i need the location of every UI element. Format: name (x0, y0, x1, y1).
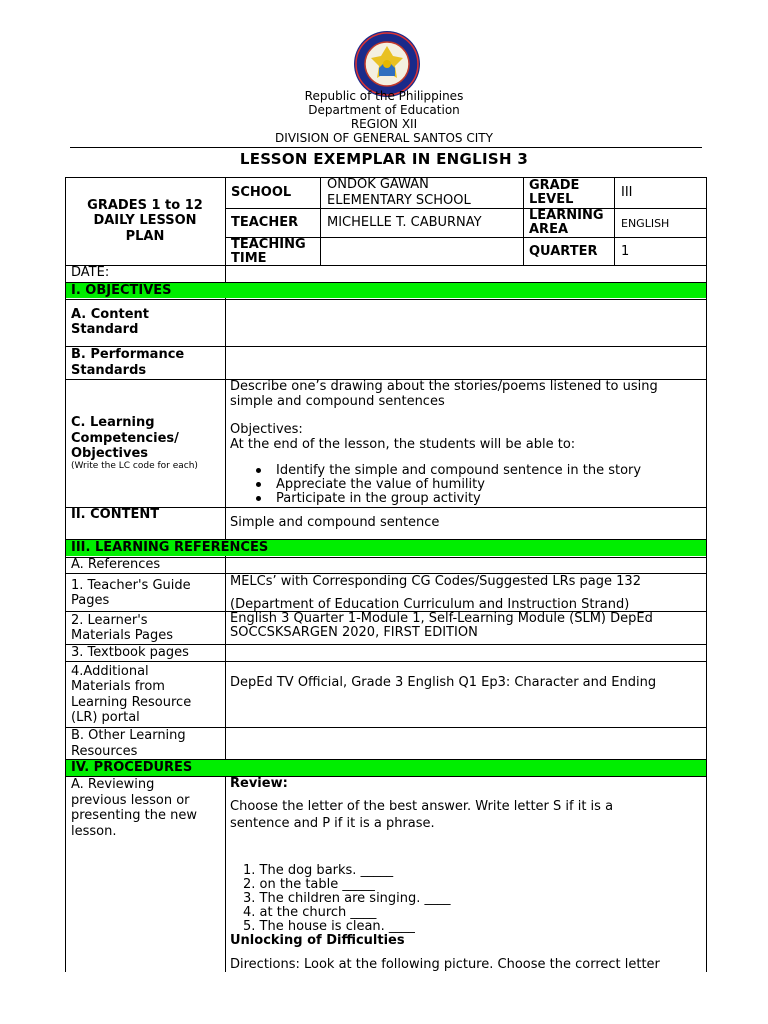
reviewing-label-4: lesson. (71, 824, 117, 839)
info-row-line-1 (225, 208, 707, 209)
review-instructions-1: Choose the letter of the best answer. Write letter S if it is a (230, 799, 614, 814)
main-border-top (65, 265, 707, 266)
main-col-divider (225, 265, 226, 972)
info-col-2 (320, 177, 321, 265)
additional-label-2: Materials from (71, 679, 165, 694)
tg-value-2: (Department of Education Curriculum and Instruction Strand) (230, 597, 630, 612)
bullet-icon (256, 482, 261, 487)
dlp-label-2: DAILY LESSON (93, 213, 197, 228)
grade-label-2: LEVEL (529, 192, 574, 207)
tg-label-1: 1. Teacher's Guide (71, 578, 191, 593)
lm-value-2: SOCCSKSARGEN 2020, FIRST EDITION (230, 625, 478, 640)
performance-label-2: Standards (71, 363, 147, 378)
review-item-1: 1. The dog barks. _____ (243, 863, 394, 878)
additional-label-1: 4.Additional (71, 664, 149, 679)
additional-label-3: Learning Resource (71, 695, 192, 710)
row-line (65, 507, 707, 508)
tg-value-1: MELCs’ with Corresponding CG Codes/Suggested LRs page 132 (230, 574, 641, 589)
time-label-1: TEACHING (231, 237, 306, 252)
reviewing-label-3: presenting the new (71, 808, 197, 823)
teacher-value: MICHELLE T. CABURNAY (327, 215, 482, 230)
area-value: ENGLISH (621, 217, 670, 230)
textbook-label: 3. Textbook pages (71, 645, 189, 660)
references-heading: III. LEARNING REFERENCES (71, 540, 269, 555)
main-border-left (65, 265, 66, 972)
review-instructions-2: sentence and P if it is a phrase. (230, 816, 435, 831)
review-item-3: 3. The children are singing. ____ (243, 891, 451, 906)
references-a-label: A. References (71, 557, 161, 572)
objectives-intro: At the end of the lesson, the students will be able to: (230, 437, 576, 452)
other-resources-label-2: Resources (71, 744, 138, 759)
main-border-right (706, 265, 707, 972)
performance-label-1: B. Performance (71, 347, 185, 362)
quarter-label: QUARTER (529, 244, 598, 259)
content-standard-label-1: A. Content (71, 307, 149, 322)
competencies-label-2: Competencies/ (71, 431, 179, 446)
lc-note: (Write the LC code for each) (71, 461, 198, 471)
teacher-label: TEACHER (231, 215, 299, 230)
competency-text-2: simple and compound sentences (230, 394, 445, 409)
time-label-2: TIME (231, 251, 267, 266)
reviewing-label-2: previous lesson or (71, 793, 190, 808)
other-resources-label-1: B. Other Learning (71, 728, 186, 743)
objective-item-3: Participate in the group activity (276, 491, 481, 506)
review-item-5: 5. The house is clean. ____ (243, 919, 415, 934)
lm-label-2: Materials Pages (71, 628, 173, 643)
info-col-1 (225, 177, 226, 265)
row-line (65, 557, 707, 558)
competency-text-1: Describe one’s drawing about the stories/poems listened to using (230, 379, 658, 394)
competencies-label-1: C. Learning (71, 415, 155, 430)
tg-label-2: Pages (71, 593, 110, 608)
header-divider (70, 147, 702, 148)
objective-item-1: Identify the simple and compound sentence in the story (276, 463, 642, 478)
document-title: LESSON EXEMPLAR IN ENGLISH 3 (239, 150, 529, 168)
competencies-label-3: Objectives (71, 446, 149, 461)
bullet-icon (256, 496, 261, 501)
deped-seal (353, 30, 421, 98)
quarter-value: 1 (621, 244, 630, 259)
bullet-icon (256, 468, 261, 473)
review-item-4: 4. at the church ____ (243, 905, 377, 920)
lm-value-1: English 3 Quarter 1-Module 1, Self-Learning Module (SLM) DepEd (230, 611, 653, 626)
header-line-3: REGION XII (350, 117, 418, 131)
info-col-4 (614, 177, 615, 265)
info-col-3 (523, 177, 524, 265)
additional-label-4: (LR) portal (71, 710, 140, 725)
school-value-1: ONDOK GAWAN (327, 177, 429, 192)
area-label-2: AREA (529, 222, 569, 237)
content-value: Simple and compound sentence (230, 515, 440, 530)
directions-text: Directions: Look at the following picture. Choose the correct letter (230, 957, 660, 972)
grade-value: III (621, 185, 633, 200)
date-label: DATE: (71, 265, 110, 280)
area-label-1: LEARNING (529, 208, 604, 223)
info-border-right (706, 177, 707, 265)
dlp-label-1: GRADES 1 to 12 (87, 198, 203, 213)
procedures-heading: IV. PROCEDURES (71, 760, 193, 775)
objectives-label: Objectives: (230, 422, 303, 437)
objectives-heading: I. OBJECTIVES (71, 283, 172, 298)
lm-label-1: 2. Learner's (71, 613, 148, 628)
content-standard-label-2: Standard (71, 322, 139, 337)
review-label: Review: (230, 776, 288, 791)
row-line (65, 776, 707, 777)
additional-value: DepEd TV Official, Grade 3 English Q1 Ep3: Character and Ending (230, 675, 657, 690)
school-value-2: ELEMENTARY SCHOOL (327, 193, 471, 208)
review-item-2: 2. on the table _____ (243, 877, 375, 892)
header-line-2: Department of Education (308, 103, 460, 117)
header-line-1: Republic of the Philippines (304, 89, 464, 103)
school-label: SCHOOL (231, 185, 292, 200)
row-line (65, 299, 707, 300)
row-line (65, 661, 707, 662)
content-heading: II. CONTENT (71, 507, 160, 522)
reviewing-label-1: A. Reviewing (71, 777, 155, 792)
dlp-label-3: PLAN (125, 229, 165, 244)
grade-label-1: GRADE (529, 178, 580, 193)
header-line-4: DIVISION OF GENERAL SANTOS CITY (275, 131, 493, 145)
objective-item-2: Appreciate the value of humility (276, 477, 485, 492)
unlocking-label: Unlocking of Difficulties (230, 933, 405, 948)
